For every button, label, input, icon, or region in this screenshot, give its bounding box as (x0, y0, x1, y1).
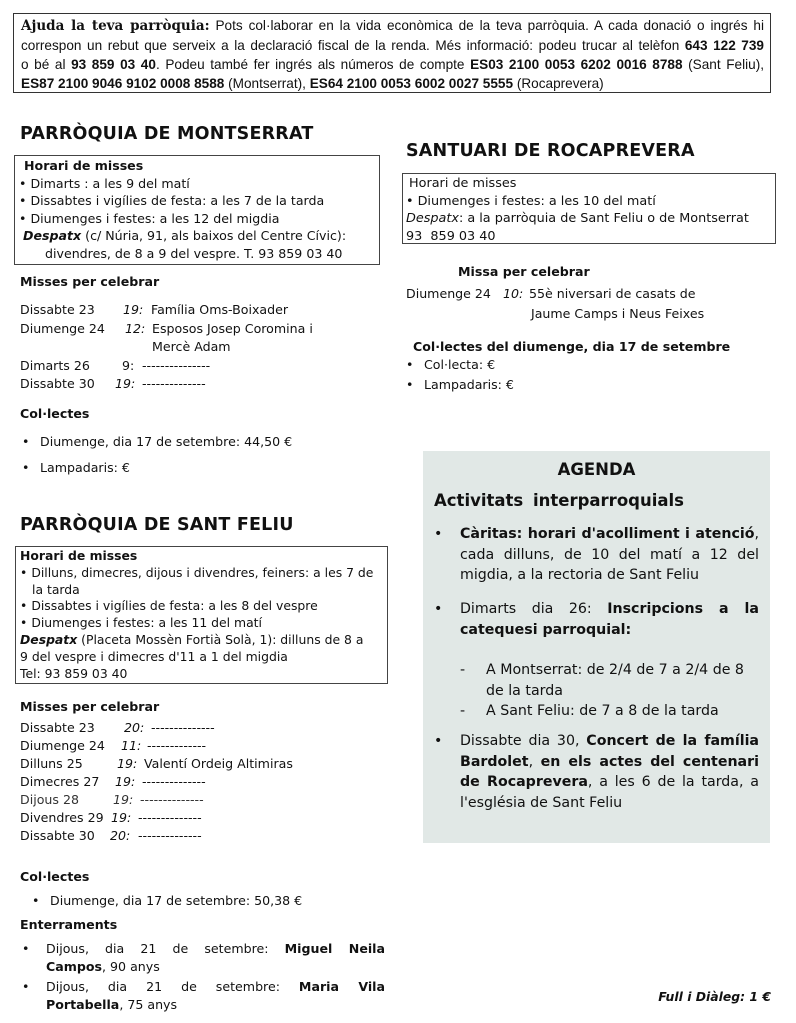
donation-banner (13, 13, 771, 93)
mass-row: Dissabte 30 19: -------------- (20, 376, 206, 391)
rocaprevera-title: SANTUARI DE ROCAPREVERA (406, 141, 695, 161)
funeral-item: • Dijous, dia 21 de setembre: Maria Vila Portabella, 75 anys (22, 979, 385, 1012)
despatx-info: Despatx (c/ Núria, 91, als baixos del Centre Cívic): (23, 228, 347, 243)
banner-line-3: o bé al 93 859 03 40. Podeu també fer ingrés als números de compte ES03 2100 0053 6202 0016 8788 (Sant Feliu), (21, 57, 765, 72)
bullet-icon: • (434, 733, 443, 749)
bullet-icon: • (434, 526, 443, 542)
santfeliu-schedule-box (15, 546, 388, 684)
schedule-title: Horari de misses (24, 158, 144, 173)
santfeliu-collections-list (30, 891, 302, 911)
bullet-icon: • (22, 979, 30, 994)
mass-row-continued: Mercè Adam (152, 339, 231, 354)
footer-price: Full i Diàleg: 1 € (658, 989, 771, 1004)
schedule-title: Horari de misses (20, 548, 138, 563)
montserrat-masses-title: Misses per celebrar (20, 274, 160, 289)
schedule-item-continued: la tarda (32, 581, 80, 597)
sublist-item: - A Sant Feliu: de 7 a 8 de la tarda (460, 703, 719, 719)
montserrat-collections-list (20, 429, 292, 481)
santfeliu-title: PARRÒQUIA DE SANT FELIU (20, 515, 294, 535)
account-rocaprevera: ES64 2100 0053 6002 0027 5555 (309, 76, 514, 91)
mass-row: Dilluns 25 19: Valentí Ordeig Altimiras (20, 756, 293, 771)
schedule-item: • Dimarts : a les 9 del matí (19, 175, 379, 193)
santfeliu-funerals-list (20, 940, 385, 1014)
mass-row: Dissabte 30 20: -------------- (20, 828, 202, 843)
bullet-icon: • (22, 941, 30, 956)
schedule-item: • Dissabtes i vigílies de festa: a les 7 de la tarda (19, 192, 379, 210)
collection-item: • Col·lecta: € (404, 355, 514, 375)
schedule-item: • Diumenges i festes: a les 11 del matí (20, 615, 387, 632)
despatx-info: Despatx: a la parròquia de Sant Feliu o de Montserrat (406, 211, 749, 226)
montserrat-title: PARRÒQUIA DE MONTSERRAT (20, 124, 314, 144)
collection-item: • Diumenge, dia 17 de setembre: 50,38 € (30, 891, 302, 911)
account-montserrat: ES87 2100 9046 9102 0008 8588 (21, 76, 225, 91)
mass-row: Diumenge 24 10: 55è niversari de casats de (406, 286, 696, 301)
mass-row: Diumenge 24 11: ------------- (20, 738, 207, 753)
santfeliu-masses-title: Misses per celebrar (20, 699, 160, 714)
santfeliu-funerals-title: Enterraments (20, 917, 118, 932)
rocaprevera-schedule-box (402, 173, 776, 244)
agenda-item-catequesi: • Dimarts dia 26: Inscripcions a la catequesi parroquial: - A Montserrat: de 2/4 de 7 a 2/4 de 8 de la tarda - A Sant Feliu: de 7 a 8 de la tarda (434, 599, 759, 722)
mass-row: Divendres 29 19: -------------- (20, 810, 202, 825)
schedule-item: • Dilluns, dimecres, dijous i divendres, feiners: a les 7 de (20, 565, 387, 582)
despatx-hours: divendres, de 8 a 9 del vespre. T. 93 859 03 40 (45, 245, 343, 261)
collection-item: • Lampadaris: € (20, 455, 292, 481)
mass-row: Dissabte 23 19: Família Oms-Boixader (20, 302, 289, 317)
sublist-item: - A Montserrat: de 2/4 de 7 a 2/4 de 8 de la tarda (460, 662, 744, 699)
phone-number: 93 859 03 40 (71, 57, 156, 72)
catequesi-sublist (460, 660, 759, 722)
rocaprevera-masses-list (406, 286, 776, 326)
mass-row: Diumenge 24 12: Esposos Josep Coromina i (20, 320, 313, 336)
collection-item: • Lampadaris: € (404, 375, 514, 395)
rocaprevera-collections-list (404, 355, 514, 395)
collection-item: • Diumenge, dia 17 de setembre: 44,50 € (20, 429, 292, 455)
banner-line-2: correspon un rebut que serveix a la declaració fiscal de la renda. Més informació: podeu trucar al telèfon 643 122 739 (21, 38, 764, 53)
mass-row: Dimarts 26 9: --------------- (20, 357, 211, 373)
rocaprevera-collections-title: Col·lectes del diumenge, dia 17 de setembre (413, 339, 731, 354)
agenda-title: AGENDA (557, 460, 636, 479)
montserrat-collections-title: Col·lectes (20, 406, 90, 421)
mass-row: Dijous 28 19: -------------- (20, 792, 204, 807)
schedule-item: • Diumenges i festes: a les 10 del matí (406, 193, 775, 211)
agenda-item-concert: • Dissabte dia 30, Concert de la família Bardolet, en els actes del centenari de Rocaprevera, a les 6 de la tarda, a l'església de Sant Feliu (434, 733, 760, 811)
despatx-phone: 93 859 03 40 (406, 228, 496, 244)
rocaprevera-masses-title: Missa per celebrar (458, 264, 590, 279)
banner-line-1: Ajuda la teva parròquia: Pots col·laborar en la vida econòmica de la teva parròquia. A cada donació o ingrés hi (21, 18, 764, 34)
santfeliu-masses-list (20, 720, 390, 846)
phone-number: 643 122 739 (684, 38, 764, 53)
funeral-item: • Dijous, dia 21 de setembre: Miguel Neila Campos, 90 anys (22, 941, 385, 974)
mass-row-continued: Jaume Camps i Neus Feixes (531, 306, 705, 321)
schedule-item: • Diumenges i festes: a les 12 del migdia (19, 210, 379, 228)
despatx-phone: Tel: 93 859 03 40 (20, 665, 128, 681)
santfeliu-collections-title: Col·lectes (20, 869, 90, 884)
mass-row: Dimecres 27 19: -------------- (20, 774, 206, 789)
montserrat-masses-list (20, 302, 390, 395)
despatx-info: Despatx (Placeta Mossèn Fortià Solà, 1): dilluns de 8 a (20, 631, 364, 647)
bullet-icon: • (434, 601, 443, 617)
banner-lead: Ajuda la teva parròquia: (21, 18, 210, 34)
despatx-hours: 9 del vespre i dimecres d'11 a 1 del migdia (20, 648, 288, 664)
agenda-item-caritas: • Càritas: horari d'acolliment i atenció, cada dilluns, de 10 del matí a 12 del migdia, a la rectoria de Sant Feliu (434, 526, 759, 583)
schedule-item: • Dissabtes i vigílies de festa: a les 8 del vespre (20, 598, 387, 615)
agenda-panel (423, 451, 770, 843)
account-santfeliu: ES03 2100 0053 6202 0016 8788 (470, 57, 683, 72)
schedule-title: Horari de misses (409, 176, 517, 191)
agenda-subtitle: Activitats interparroquials (434, 491, 684, 510)
montserrat-schedule-box (14, 155, 380, 265)
banner-line-4: ES87 2100 9046 9102 0008 8588 (Montserrat), ES64 2100 0053 6002 0027 5555 (Rocaprevera) (21, 76, 604, 91)
mass-row: Dissabte 23 20: -------------- (20, 720, 215, 735)
